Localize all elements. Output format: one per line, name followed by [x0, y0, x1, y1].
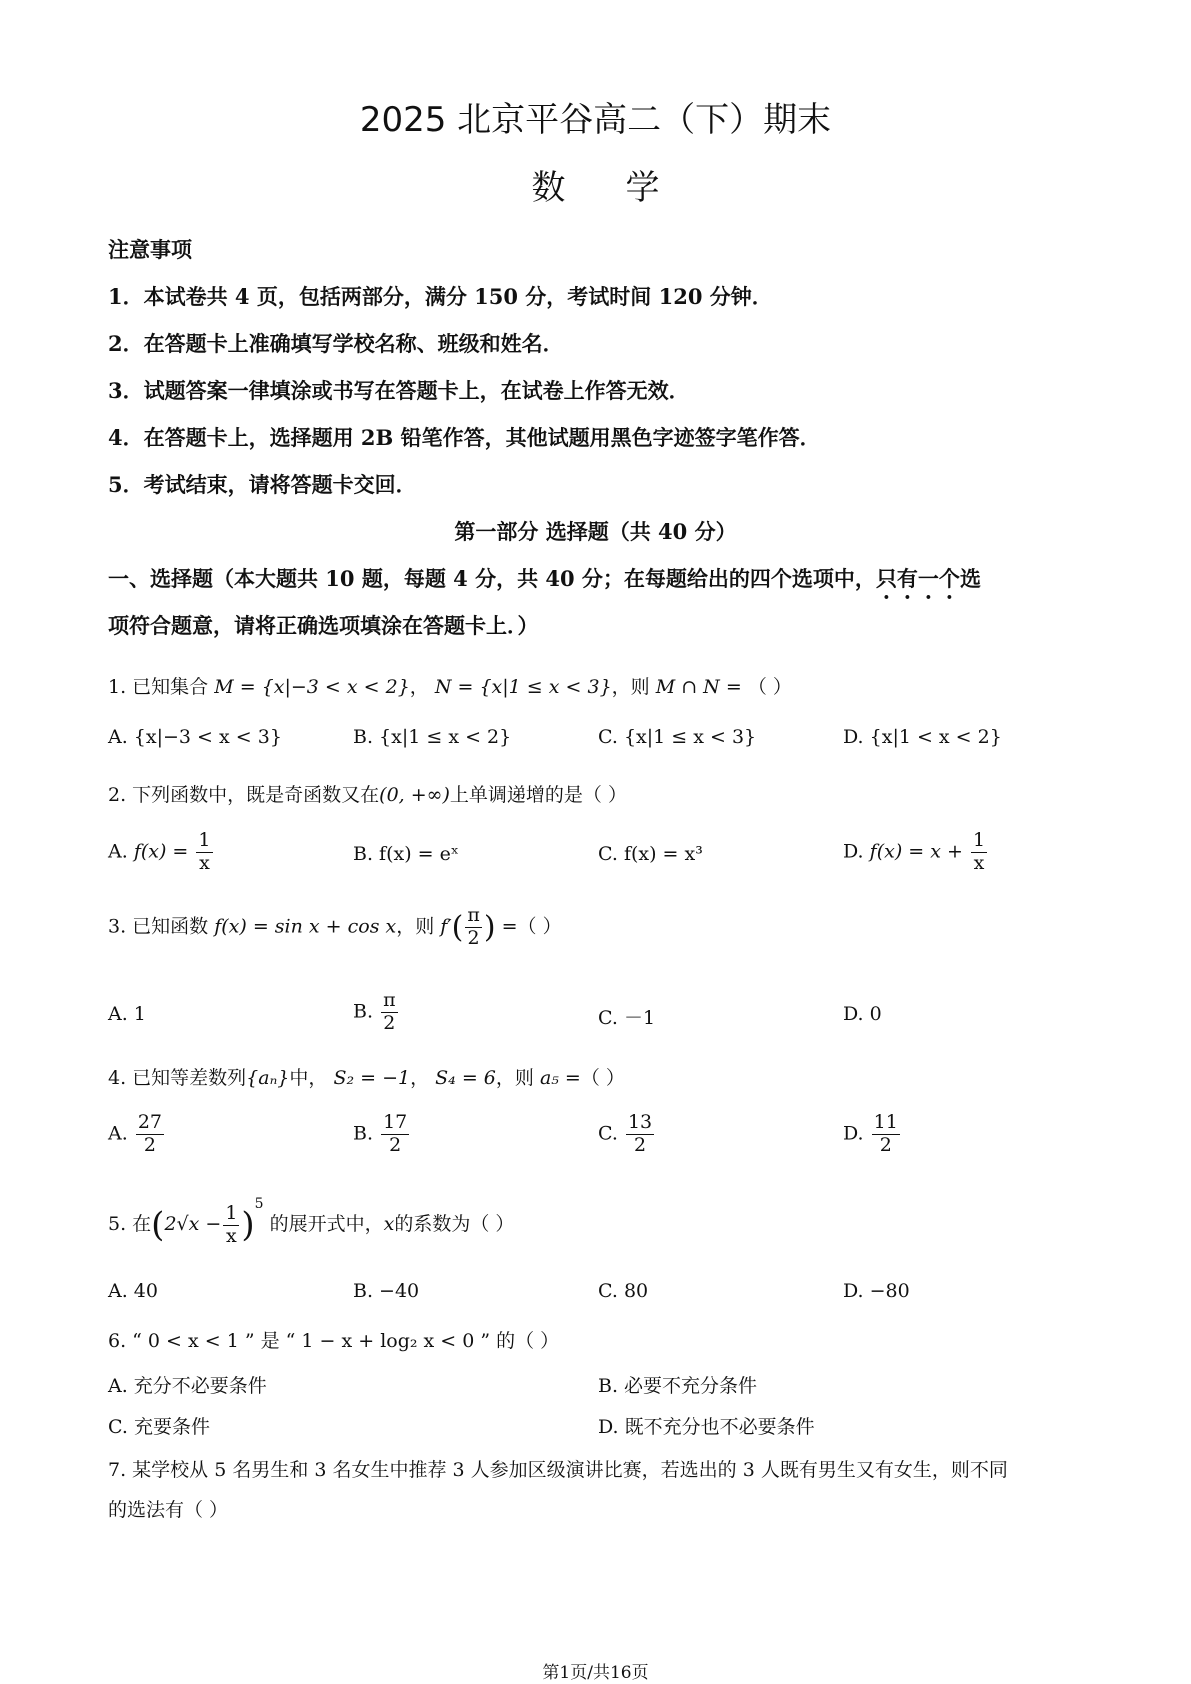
q3-b-den: 2	[383, 1011, 396, 1034]
q2-interval: (0, +∞)	[379, 784, 450, 806]
q4-c-num: 13	[627, 1111, 653, 1133]
note-item: 4．在答题卡上，选择题用 2B 铅笔作答，其他试题用黑色字迹签字笔作答．	[108, 425, 821, 450]
note-item: 1．本试卷共 4 页，包括两部分，满分 150 分，考试时间 120 分钟．	[108, 284, 773, 309]
q2-option-b: B. f(x) = eˣ	[353, 843, 459, 865]
q5-option-b: B. −40	[353, 1280, 420, 1302]
q2-a-fraction	[196, 830, 212, 875]
q4-s2: S₂ = −1	[333, 1067, 411, 1089]
q1-option-d: D. {x|1 < x < 2}	[843, 726, 1002, 748]
q4-a-fraction	[136, 1112, 164, 1157]
q3-fraction	[465, 905, 482, 950]
q1-option-a: A. {x|−3 < x < 3}	[108, 726, 282, 748]
page-title: 2025 北京平谷高二（下）期末	[359, 100, 832, 140]
q4-a-label: A.	[108, 1122, 128, 1145]
q4-b-label: B.	[353, 1122, 374, 1145]
q2-d-fraction	[971, 830, 987, 875]
q6-option-b: B. 必要不充分条件	[598, 1375, 758, 1397]
q4-b-num: 17	[383, 1111, 408, 1133]
q4-d-label: D.	[843, 1122, 864, 1145]
q5-num: 1	[225, 1201, 238, 1224]
note-item: 5．考试结束，请将答题卡交回．	[108, 472, 417, 497]
page-number: 第1页/共16页	[542, 1663, 649, 1683]
q3-text: 3. 已知函数	[108, 915, 209, 938]
section-instructions-line2: 项符合题意，请将正确选项填涂在答题卡上．）	[108, 613, 539, 638]
note-item: 3．试题答案一律填涂或书写在答题卡上，在试卷上作答无效．	[108, 378, 690, 403]
q5-fraction	[223, 1203, 239, 1248]
q5-option-c: C. 80	[598, 1280, 649, 1302]
q4-text3: ，则	[495, 1067, 534, 1089]
q4-text: 4. 已知等差数列	[108, 1067, 247, 1089]
q1-expr: M ∩ N =	[655, 676, 742, 698]
q4-d-num: 11	[873, 1111, 898, 1133]
q3-b-label: B.	[353, 1000, 374, 1023]
section-text-end: 选	[959, 566, 981, 591]
q6-option-a: A. 充分不必要条件	[108, 1375, 267, 1397]
section-text: 一、选择题（本大题共 10 题，每题 4 分，共 40 分；在每题给出的四个选项中，	[108, 566, 876, 591]
q2-a-den: x	[199, 851, 210, 874]
section-instructions	[108, 563, 1083, 604]
q4-a-num: 27	[137, 1111, 162, 1133]
q5-den: x	[226, 1224, 237, 1247]
q3-paren: =（ ）	[501, 915, 562, 938]
q4-a-den: 2	[143, 1133, 156, 1156]
q3-lhs: f′	[440, 915, 452, 938]
q2-option-a	[108, 830, 215, 875]
notes-heading: 注意事项	[108, 237, 192, 262]
q4-c-den: 2	[634, 1133, 647, 1156]
q6-option-c: C. 充要条件	[108, 1416, 210, 1438]
q4-s4: S₄ = 6	[435, 1067, 496, 1089]
q4-a5: a₅ =	[539, 1067, 581, 1089]
q3-b-num: π	[383, 989, 396, 1011]
q1-set-n: N = {x|1 ≤ x < 3}	[434, 676, 612, 698]
q1-paren: （ ）	[747, 676, 792, 698]
question-4: 4. 已知等差数列{aₙ}中， S₂ = −1， S₄ = 6，则 a₅ =（ ）	[108, 1067, 625, 1089]
q1-text2: ，则	[611, 676, 650, 698]
question-2	[108, 780, 1088, 807]
part-one-title: 第一部分 选择题（共 40 分）	[454, 519, 737, 544]
q1-option-c: C. {x|1 ≤ x < 3}	[598, 726, 757, 748]
q2-a-expr: f(x) =	[133, 840, 189, 863]
q4-seq: {aₙ}	[246, 1067, 290, 1089]
q4-b-den: 2	[389, 1133, 402, 1156]
q1-sep: ，	[409, 676, 429, 698]
q5-var: x	[383, 1213, 395, 1235]
q3-func: f(x) = sin x + cos x	[214, 915, 397, 938]
q3-num: π	[467, 904, 480, 926]
q2-d-num: 1	[972, 829, 986, 851]
q1-text: 1. 已知集合	[108, 676, 209, 698]
q5-text: 5. 在	[108, 1213, 152, 1235]
q2-d-den: x	[973, 851, 985, 874]
q6-option-d: D. 既不充分也不必要条件	[598, 1416, 815, 1438]
question-5: 5. 在(2√x − $\frac{1}{x}$ )$^5$ 的展开式中，x的系数为（ ）	[108, 1196, 515, 1247]
q5-text3: 的系数为（ ）	[394, 1213, 515, 1235]
q5-expr: 2√x −	[164, 1213, 222, 1235]
q2-option-c: C. f(x) = x³	[598, 843, 703, 865]
q4-option-b	[353, 1112, 411, 1157]
q5-option-a: A. 40	[108, 1280, 158, 1302]
q4-option-d	[843, 1112, 902, 1157]
q4-paren: （ ）	[580, 1067, 625, 1089]
q3-option-c: C. －1	[598, 1007, 656, 1029]
note-item: 2．在答题卡上准确填写学校名称、班级和姓名．	[108, 331, 564, 356]
q3-option-d: D. 0	[843, 1003, 882, 1025]
q2-d-label: D.	[843, 840, 864, 863]
q2-a-label: A.	[108, 840, 128, 863]
q5-power: 5	[254, 1196, 264, 1212]
q3-den: 2	[467, 926, 480, 949]
q2-text: 2. 下列函数中，既是奇函数又在	[108, 784, 380, 806]
q3-option-b	[353, 990, 400, 1035]
q4-option-a	[108, 1112, 166, 1157]
question-6: 6. “ 0 < x < 1 ” 是 “ 1 − x + log₂ x < 0 ” 的（ ）	[108, 1330, 560, 1352]
q4-text2: 中，	[289, 1067, 328, 1089]
q4-b-fraction	[381, 1112, 409, 1157]
q3-b-fraction	[381, 990, 398, 1035]
q5-text2: 的展开式中，	[269, 1213, 384, 1235]
subject-title: 数学	[531, 168, 720, 208]
q3-text2: ，则	[396, 915, 435, 938]
q4-c-fraction	[626, 1112, 654, 1157]
q3-option-a: A. 1	[108, 1003, 146, 1025]
q2-d-expr: f(x) = x +	[869, 840, 963, 863]
question-7: 7. 某学校从 5 名男生和 3 名女生中推荐 3 人参加区级演讲比赛，若选出的 3 人既有男生又有女生，则不同	[108, 1459, 1008, 1481]
q1-set-m: M = {x|−3 < x < 2}	[214, 676, 410, 698]
section-emphasis: 只有一个	[875, 566, 960, 591]
question-1	[108, 672, 1088, 699]
q4-option-c	[598, 1112, 656, 1157]
q4-c-label: C.	[598, 1122, 618, 1145]
question-3: 3. 已知函数 f(x) = sin x + cos x，则 f′( $\frac{\pi}{2}$ ) =（ ）	[108, 904, 562, 949]
q4-d-den: 2	[879, 1133, 892, 1156]
q2-option-d	[843, 830, 989, 875]
q4-d-fraction	[872, 1112, 900, 1157]
q2-text2: 上单调递增的是（ ）	[449, 784, 627, 806]
q1-option-b: B. {x|1 ≤ x < 2}	[353, 726, 512, 748]
question-7-line2: 的选法有（ ）	[108, 1499, 229, 1521]
q5-option-d: D. −80	[843, 1280, 910, 1302]
q2-a-num: 1	[198, 829, 211, 851]
